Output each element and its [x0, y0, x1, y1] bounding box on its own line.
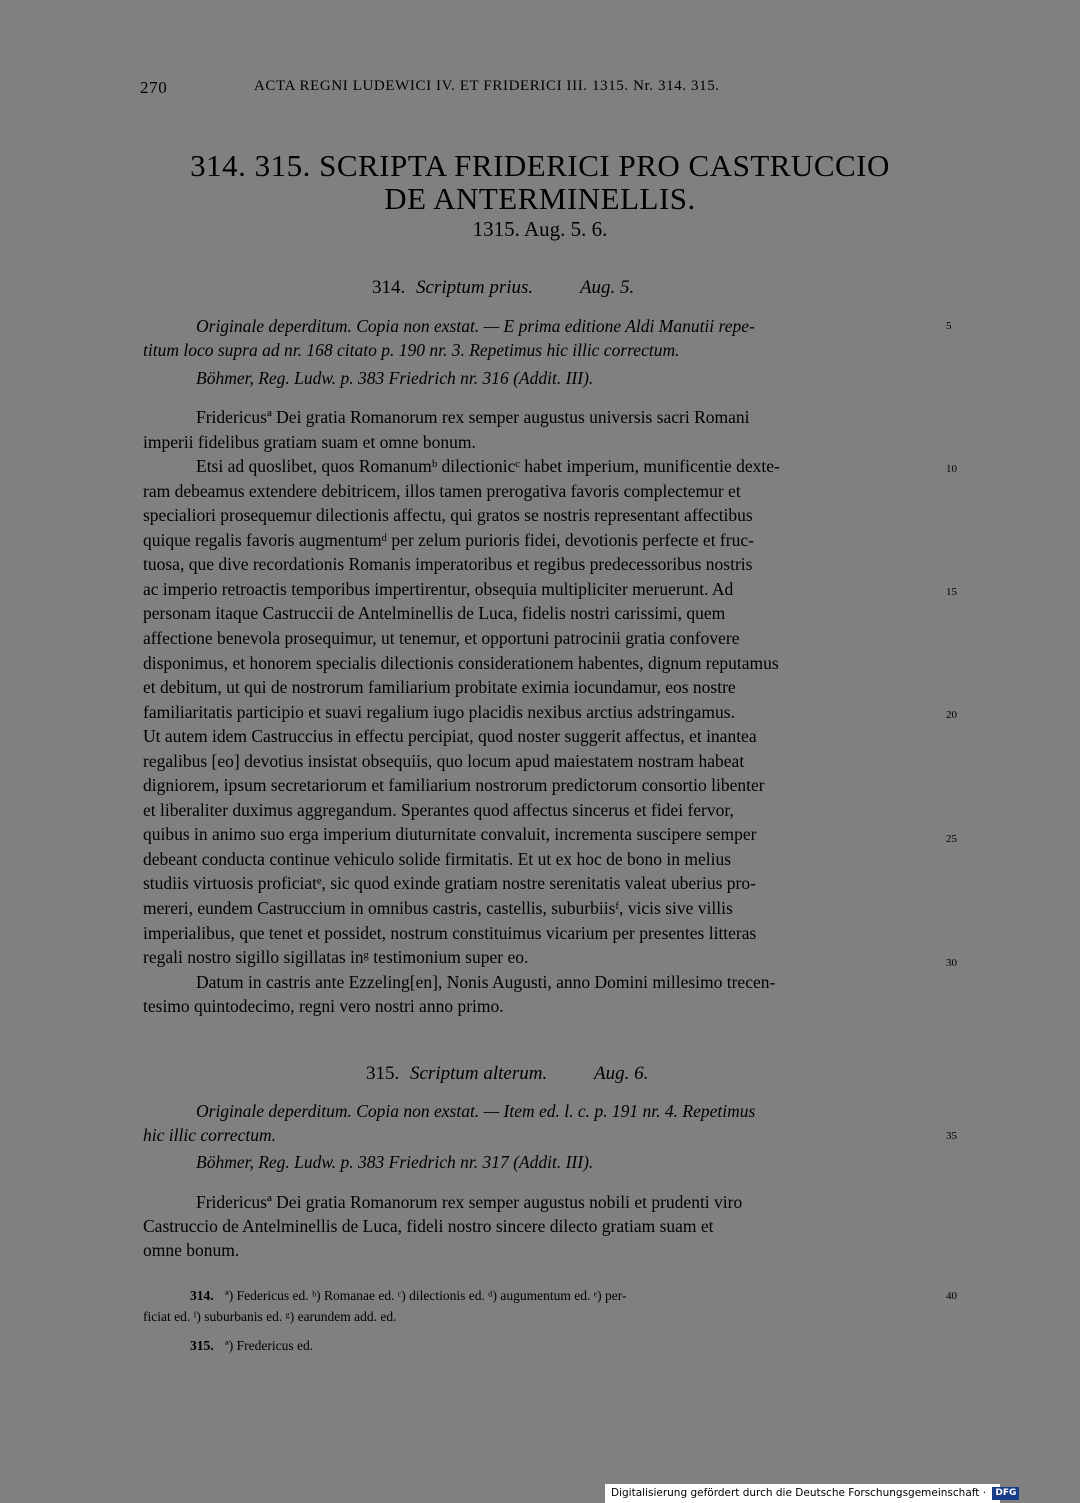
- body-text-line: Fridericusª Dei gratia Romanorum rex semper augustus nobili et prudenti viro: [196, 1192, 743, 1212]
- document-title-line-2: DE ANTERMINELLIS.: [384, 181, 696, 216]
- doc-315-source-line: Böhmer, Reg. Ludw. p. 383 Friedrich nr. 317 (Addit. III).: [196, 1152, 594, 1172]
- footnote-315-label: 315.: [190, 1338, 214, 1353]
- body-text-line: imperialibus, que tenet et possidet, nostrum constituimus vicarium per presentes litteras: [143, 922, 757, 943]
- funding-footer-text: Digitalisierung gefördert durch die Deutsche Forschungsgemeinschaft ·: [611, 1487, 987, 1499]
- body-text-line: digniorem, ipsum secretariorum et familiarium nostrorum predictorum consortio libenter: [143, 775, 765, 796]
- body-text-line: Ut autem idem Castruccius in effectu percipiat, quod noster suggerit affectus, et inantea: [143, 726, 757, 747]
- body-text-line: ram debeamus extendere debitricem, illos tamen prerogativa favoris complectemur et: [143, 480, 741, 501]
- doc-314-heading: [372, 277, 634, 299]
- body-text-line: quique regalis favoris augmentumᵈ per zelum purioris fidei, devotionis perfecte et fruc-: [143, 529, 754, 550]
- margin-line-number: 15: [946, 586, 957, 598]
- body-text-line: studiis virtuosis proficiatᵉ, sic quod exinde gratiam nostre serenitatis valeat uberius pro-: [143, 873, 756, 894]
- document-title-line-1: 314. 315. SCRIPTA FRIDERICI PRO CASTRUCCIO: [190, 148, 890, 183]
- body-text-line: specialiori prosequemur dilectionis affectu, qui gratos se nostris representant affectibus: [143, 505, 753, 526]
- doc-315-source-line: Originale deperditum. Copia non exstat. — Item ed. l. c. p. 191 nr. 4. Repetimus: [196, 1101, 756, 1121]
- margin-line-number: 25: [946, 833, 957, 845]
- body-text-line: ac imperio retroactis temporibus impertirentur, obsequia multipliciter meruerunt. Ad: [143, 578, 734, 599]
- body-text-line: disponimus, et honorem specialis dilectionis considerationem habentes, dignum reputamus: [143, 652, 779, 673]
- dfg-logo: DFG: [992, 1487, 1019, 1500]
- body-text-line: omne bonum.: [143, 1240, 240, 1260]
- footnote-315-text-1: ª) Fredericus ed.: [225, 1338, 314, 1353]
- body-text-line: debeant conducta continue vehiculo solide firmitatis. Et ut ex hoc de bono in melius: [143, 848, 732, 869]
- body-text-line: et debitum, ut qui de nostrorum familiarium probitate eximia iocundamur, eos nostre: [143, 677, 736, 698]
- body-text-line: familiaritatis participio et suavi regalium iugo placidis nexibus arctius adstringamus.: [143, 701, 735, 722]
- footnote-314-text-1: ª) Federicus ed. ᵇ) Romanae ed. ᶜ) dilectionis ed. ᵈ) augumentum ed. ᵉ) per-: [225, 1288, 627, 1303]
- body-text-line: regalibus [eo] devotius insistat obsequiis, quo locum apud maiestatem nostram habeat: [143, 750, 745, 771]
- margin-line-number: 35: [946, 1130, 957, 1142]
- page-number: 270: [140, 78, 168, 97]
- running-head: ACTA REGNI LUDEWICI IV. ET FRIDERICI III. 1315. Nr. 314. 315.: [254, 78, 720, 94]
- doc-314-source-line: Böhmer, Reg. Ludw. p. 383 Friedrich nr. 316 (Addit. III).: [196, 368, 594, 388]
- margin-line-number: 5: [946, 320, 952, 332]
- body-text-line: imperii fidelibus gratiam suam et omne bonum.: [143, 431, 476, 452]
- body-text-line: mereri, eundem Castruccium in omnibus castris, castellis, suburbiisᶠ, vicis sive villis: [143, 898, 733, 918]
- footnote-315-line-1: [190, 1334, 313, 1357]
- doc-315-name: Scriptum alterum.: [410, 1063, 548, 1084]
- footnote-314-line-1: [190, 1284, 627, 1307]
- doc-314-date: Aug. 5.: [579, 277, 635, 298]
- doc-315-number: 315.: [366, 1063, 400, 1084]
- doc-314-number: 314.: [372, 277, 406, 298]
- margin-line-number: 40: [946, 1290, 957, 1302]
- doc-315-source-line: hic illic correctum.: [143, 1125, 276, 1145]
- funding-footer: [605, 1484, 1017, 1503]
- body-text-line: personam itaque Castruccii de Antelminellis de Luca, fidelis nostri carissimi, quem: [143, 603, 726, 624]
- body-text-line: tuosa, que dive recordationis Romanis imperatoribus et regibus predecessoribus nostris: [143, 554, 753, 575]
- body-text-line: affectione benevola prosequimur, ut tenemur, et opportuni patrocinii gratia confovere: [143, 627, 740, 648]
- body-text-line: tesimo quintodecimo, regni vero nostri anno primo.: [143, 996, 504, 1017]
- footnote-314-line-2: ficiat ed. ᶠ) suburbanis ed. ᵍ) earundem add. ed.: [143, 1309, 397, 1324]
- doc-315-date: Aug. 6.: [593, 1063, 649, 1084]
- doc-314-source-line: Originale deperditum. Copia non exstat. — E prima editione Aldi Manutii repe-: [196, 316, 755, 336]
- margin-line-number: 10: [946, 463, 957, 475]
- body-text-line: Datum in castris ante Ezzeling[en], Nonis Augusti, anno Domini millesimo trecen-: [196, 971, 776, 992]
- body-text-line: quibus in animo suo erga imperium diuturnitate convaluit, incrementa suscipere semper: [143, 824, 757, 845]
- doc-314-source-line: titum loco supra ad nr. 168 citato p. 190 nr. 3. Repetimus hic illic correctum.: [143, 340, 680, 360]
- body-text-line: Etsi ad quoslibet, quos Romanumᵇ dilectionicᶜ habet imperium, munificentie dexte-: [196, 456, 780, 477]
- body-text-line: regali nostro sigillo sigillatas inᵍ testimonium super eo.: [143, 947, 529, 968]
- body-text-line: Castruccio de Antelminellis de Luca, fideli nostro sincere dilecto gratiam suam et: [143, 1216, 714, 1236]
- doc-314-name: Scriptum prius.: [416, 277, 534, 298]
- body-text-line: et liberaliter duximus aggregandum. Sperantes quod affectus sincerus et fidei fervor,: [143, 799, 734, 820]
- margin-line-number: 30: [946, 957, 957, 969]
- doc-315-heading: [366, 1063, 648, 1085]
- margin-line-number: 20: [946, 709, 957, 721]
- body-text-line: Fridericusª Dei gratia Romanorum rex semper augustus universis sacri Romani: [196, 407, 750, 427]
- footnote-314-label: 314.: [190, 1288, 214, 1303]
- document-date: 1315. Aug. 5. 6.: [472, 217, 608, 241]
